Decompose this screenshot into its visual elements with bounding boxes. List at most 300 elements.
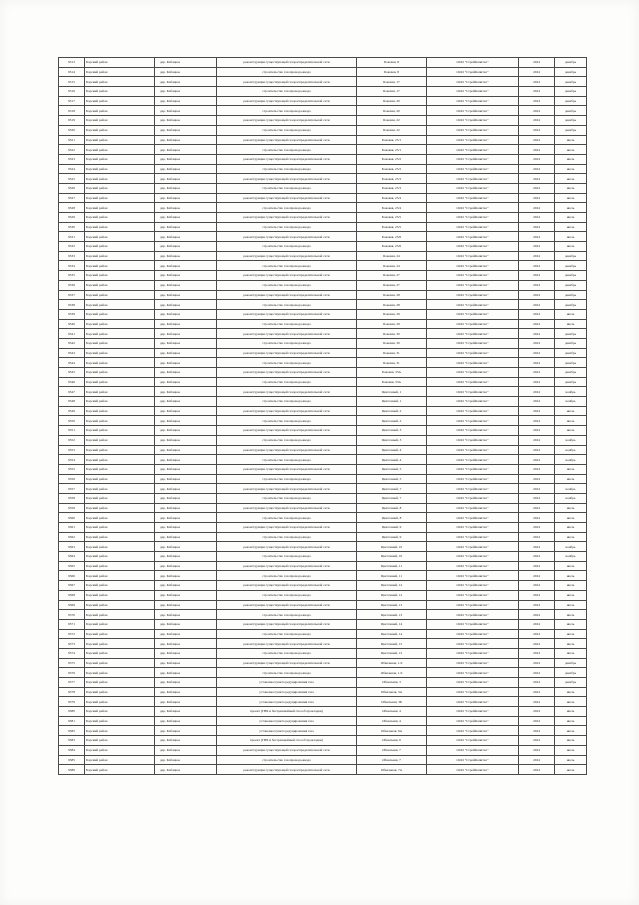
settlement-cell: дер. Кабацкое (155, 619, 217, 629)
contractor-cell: ООО "СтройКапитал" (427, 648, 519, 658)
district-cell: Борский район (85, 678, 155, 688)
address-cell: Боковая, 24 (357, 251, 427, 261)
settlement-cell: дер. Кабацкое (155, 435, 217, 445)
district-cell: Борский район (85, 242, 155, 252)
year-cell: 2024 (519, 397, 555, 407)
contractor-cell: ООО "СтройКапитал" (427, 145, 519, 155)
table-row (59, 552, 587, 562)
row-number-cell: 9575 (59, 658, 85, 668)
month-cell: июль (555, 532, 587, 542)
row-number-cell: 9524 (59, 164, 85, 174)
contractor-cell: ООО "СтройКапитал" (427, 629, 519, 639)
district-cell: Борский район (85, 290, 155, 300)
table-row (59, 707, 587, 717)
contractor-cell: ООО "СтройКапитал" (427, 387, 519, 397)
row-number-cell: 9532 (59, 242, 85, 252)
district-cell: Борский район (85, 726, 155, 736)
year-cell: 2024 (519, 106, 555, 116)
contractor-cell: ООО "СтройКапитал" (427, 542, 519, 552)
work-type-cell: реконструкция существующей газораспределительной сети (217, 329, 357, 339)
settlement-cell: дер. Кабацкое (155, 58, 217, 68)
month-cell: июль (555, 416, 587, 426)
table-row (59, 571, 587, 581)
row-number-cell: 9564 (59, 552, 85, 562)
month-cell: июль (555, 193, 587, 203)
contractor-cell: ООО "СтройКапитал" (427, 377, 519, 387)
table-row (59, 542, 587, 552)
address-cell: Обвальная, 3 (357, 678, 427, 688)
month-cell: июль (555, 232, 587, 242)
work-type-cell: реконструкция существующей газораспределительной сети (217, 406, 357, 416)
year-cell: 2024 (519, 348, 555, 358)
district-cell: Борский район (85, 232, 155, 242)
work-type-cell: реконструкция существующей газораспределительной сети (217, 639, 357, 649)
table-row (59, 629, 587, 639)
address-cell: Боковая, 22 (357, 116, 427, 126)
table-row (59, 222, 587, 232)
work-type-cell: строительство газопровода-ввода (217, 164, 357, 174)
settlement-cell: дер. Кабацкое (155, 154, 217, 164)
month-cell: июль (555, 687, 587, 697)
district-cell: Борский район (85, 309, 155, 319)
district-cell: Борский район (85, 484, 155, 494)
district-cell: Борский район (85, 358, 155, 368)
settlement-cell: дер. Кабацкое (155, 377, 217, 387)
row-number-cell: 9586 (59, 765, 85, 775)
settlement-cell: дер. Кабацкое (155, 406, 217, 416)
work-type-cell: установка пункта редуцирования газа (217, 716, 357, 726)
row-number-cell: 9531 (59, 232, 85, 242)
row-number-cell: 9582 (59, 726, 85, 736)
month-cell: июль (555, 513, 587, 523)
settlement-cell: дер. Кабацкое (155, 96, 217, 106)
address-cell: Цветочный, 12 (357, 590, 427, 600)
work-type-cell: реконструкция существующей газораспределительной сети (217, 213, 357, 223)
month-cell: ноябрь (555, 455, 587, 465)
district-cell: Борский район (85, 319, 155, 329)
year-cell: 2024 (519, 571, 555, 581)
table-row (59, 300, 587, 310)
contractor-cell: ООО "СтройКапитал" (427, 232, 519, 242)
row-number-cell: 9525 (59, 174, 85, 184)
district-cell: Борский район (85, 338, 155, 348)
month-cell: июль (555, 697, 587, 707)
contractor-cell: ООО "СтройКапитал" (427, 678, 519, 688)
district-cell: Борский район (85, 426, 155, 436)
table-row (59, 755, 587, 765)
work-type-cell: реконструкция существующей газораспределительной сети (217, 658, 357, 668)
contractor-cell: ООО "СтройКапитал" (427, 406, 519, 416)
settlement-cell: дер. Кабацкое (155, 203, 217, 213)
year-cell: 2024 (519, 271, 555, 281)
contractor-cell: ООО "СтройКапитал" (427, 348, 519, 358)
district-cell: Борский район (85, 116, 155, 126)
year-cell: 2024 (519, 532, 555, 542)
district-cell: Борский район (85, 435, 155, 445)
work-type-cell: строительство газопровода-ввода (217, 552, 357, 562)
settlement-cell: дер. Кабацкое (155, 464, 217, 474)
address-cell: Обвальная, 1-9 (357, 668, 427, 678)
settlement-cell: дер. Кабацкое (155, 503, 217, 513)
work-type-cell: реконструкция существующей газораспределительной сети (217, 765, 357, 775)
address-cell: Цветочный, 7 (357, 493, 427, 503)
row-number-cell: 9519 (59, 116, 85, 126)
row-number-cell: 9552 (59, 435, 85, 445)
month-cell: декабрь (555, 251, 587, 261)
month-cell: декабрь (555, 271, 587, 281)
district-cell: Борский район (85, 668, 155, 678)
address-cell: Обвальная, 7 (357, 745, 427, 755)
work-type-cell: строительство газопровода-ввода (217, 610, 357, 620)
district-cell: Борский район (85, 503, 155, 513)
district-cell: Борский район (85, 58, 155, 68)
year-cell: 2024 (519, 726, 555, 736)
contractor-cell: ООО "СтройКапитал" (427, 532, 519, 542)
settlement-cell: дер. Кабацкое (155, 445, 217, 455)
settlement-cell: дер. Кабацкое (155, 319, 217, 329)
settlement-cell: дер. Кабацкое (155, 145, 217, 155)
table-row (59, 338, 587, 348)
settlement-cell: дер. Кабацкое (155, 280, 217, 290)
year-cell: 2024 (519, 58, 555, 68)
year-cell: 2024 (519, 261, 555, 271)
year-cell: 2024 (519, 639, 555, 649)
table-row (59, 648, 587, 658)
district-cell: Борский район (85, 213, 155, 223)
year-cell: 2024 (519, 426, 555, 436)
row-number-cell: 9517 (59, 96, 85, 106)
table-row (59, 503, 587, 513)
table-row (59, 280, 587, 290)
work-type-cell: строительство газопровода-ввода (217, 513, 357, 523)
year-cell: 2024 (519, 280, 555, 290)
row-number-cell: 9565 (59, 561, 85, 571)
address-cell: Боковая, 23/3 (357, 183, 427, 193)
settlement-cell: дер. Кабацкое (155, 106, 217, 116)
row-number-cell: 9569 (59, 600, 85, 610)
settlement-cell: дер. Кабацкое (155, 745, 217, 755)
row-number-cell: 9548 (59, 397, 85, 407)
month-cell: июль (555, 755, 587, 765)
year-cell: 2024 (519, 755, 555, 765)
table-row (59, 474, 587, 484)
contractor-cell: ООО "СтройКапитал" (427, 445, 519, 455)
table-row (59, 154, 587, 164)
work-type-cell: строительство газопровода-ввода (217, 668, 357, 678)
district-cell: Борский район (85, 183, 155, 193)
month-cell: июль (555, 503, 587, 513)
work-type-cell: строительство газопровода-ввода (217, 377, 357, 387)
settlement-cell: дер. Кабацкое (155, 358, 217, 368)
work-type-cell: реконструкция существующей газораспределительной сети (217, 368, 357, 378)
address-cell: Цветочный, 9 (357, 532, 427, 542)
year-cell: 2024 (519, 67, 555, 77)
address-cell: Боковая, 23/1 (357, 145, 427, 155)
row-number-cell: 9516 (59, 87, 85, 97)
year-cell: 2024 (519, 416, 555, 426)
month-cell: июль (555, 745, 587, 755)
work-type-cell: реконструкция существующей газораспределительной сети (217, 542, 357, 552)
contractor-cell: ООО "СтройКапитал" (427, 106, 519, 116)
contractor-cell: ООО "СтройКапитал" (427, 222, 519, 232)
year-cell: 2024 (519, 542, 555, 552)
month-cell: июль (555, 716, 587, 726)
settlement-cell: дер. Кабацкое (155, 532, 217, 542)
row-number-cell: 9547 (59, 387, 85, 397)
district-cell: Борский район (85, 561, 155, 571)
year-cell: 2024 (519, 96, 555, 106)
table-row (59, 348, 587, 358)
table-row (59, 145, 587, 155)
month-cell: июль (555, 464, 587, 474)
year-cell: 2024 (519, 474, 555, 484)
district-cell: Борский район (85, 523, 155, 533)
district-cell: Борский район (85, 154, 155, 164)
row-number-cell: 9540 (59, 319, 85, 329)
contractor-cell: ООО "СтройКапитал" (427, 319, 519, 329)
table-row (59, 581, 587, 591)
year-cell: 2024 (519, 484, 555, 494)
district-cell: Борский район (85, 571, 155, 581)
settlement-cell: дер. Кабацкое (155, 426, 217, 436)
contractor-cell: ООО "СтройКапитал" (427, 765, 519, 775)
month-cell: июль (555, 309, 587, 319)
year-cell: 2024 (519, 87, 555, 97)
address-cell: Цветочный, 2 (357, 416, 427, 426)
work-type-cell: строительство газопровода-ввода (217, 203, 357, 213)
table-row (59, 213, 587, 223)
district-cell: Борский район (85, 581, 155, 591)
year-cell: 2024 (519, 610, 555, 620)
year-cell: 2024 (519, 552, 555, 562)
year-cell: 2024 (519, 736, 555, 746)
settlement-cell: дер. Кабацкое (155, 329, 217, 339)
settlement-cell: дер. Кабацкое (155, 561, 217, 571)
work-type-cell: реконструкция существующей газораспределительной сети (217, 561, 357, 571)
district-cell: Борский район (85, 377, 155, 387)
row-number-cell: 9522 (59, 145, 85, 155)
month-cell: декабрь (555, 377, 587, 387)
district-cell: Борский район (85, 600, 155, 610)
work-type-cell: реконструкция существующей газораспределительной сети (217, 135, 357, 145)
contractor-cell: ООО "СтройКапитал" (427, 600, 519, 610)
settlement-cell: дер. Кабацкое (155, 232, 217, 242)
month-cell: декабрь (555, 290, 587, 300)
work-type-cell: строительство газопровода-ввода (217, 106, 357, 116)
district-cell: Борский район (85, 67, 155, 77)
address-cell: Цветочный, 1 (357, 387, 427, 397)
contractor-cell: ООО "СтройКапитал" (427, 571, 519, 581)
year-cell: 2024 (519, 193, 555, 203)
address-cell: Боковая, 23/1 (357, 135, 427, 145)
table-row (59, 532, 587, 542)
month-cell: июль (555, 474, 587, 484)
work-type-cell: строительство газопровода-ввода (217, 338, 357, 348)
district-cell: Борский район (85, 203, 155, 213)
table-row (59, 600, 587, 610)
month-cell: июль (555, 619, 587, 629)
table-row (59, 368, 587, 378)
table-row (59, 387, 587, 397)
district-cell: Борский район (85, 174, 155, 184)
month-cell: июль (555, 183, 587, 193)
work-type-cell: строительство газопровода-ввода (217, 590, 357, 600)
district-cell: Борский район (85, 552, 155, 562)
work-type-cell: реконструкция существующей газораспределительной сети (217, 77, 357, 87)
year-cell: 2024 (519, 368, 555, 378)
table-body (59, 58, 587, 775)
month-cell: декабрь (555, 116, 587, 126)
work-type-cell: проект (ГНБ и безтраншейный способ прокладки) (217, 736, 357, 746)
work-type-cell: реконструкция существующей газораспределительной сети (217, 193, 357, 203)
contractor-cell: ООО "СтройКапитал" (427, 697, 519, 707)
settlement-cell: дер. Кабацкое (155, 222, 217, 232)
settlement-cell: дер. Кабацкое (155, 668, 217, 678)
row-number-cell: 9518 (59, 106, 85, 116)
address-cell: Боковая, 28 (357, 300, 427, 310)
district-cell: Борский район (85, 261, 155, 271)
settlement-cell: дер. Кабацкое (155, 116, 217, 126)
month-cell: июль (555, 707, 587, 717)
row-number-cell: 9528 (59, 203, 85, 213)
settlement-cell: дер. Кабацкое (155, 697, 217, 707)
year-cell: 2024 (519, 242, 555, 252)
year-cell: 2024 (519, 648, 555, 658)
address-cell: Обвальная, 6 (357, 736, 427, 746)
work-type-cell: строительство газопровода-ввода (217, 358, 357, 368)
contractor-cell: ООО "СтройКапитал" (427, 639, 519, 649)
month-cell: ноябрь (555, 493, 587, 503)
work-type-cell: реконструкция существующей газораспределительной сети (217, 426, 357, 436)
address-cell: Боковая, 20 (357, 106, 427, 116)
address-cell: Боковая, 23/2 (357, 154, 427, 164)
row-number-cell: 9561 (59, 523, 85, 533)
address-cell: Цветочный, 13 (357, 600, 427, 610)
address-cell: Обвальная, 6А (357, 726, 427, 736)
month-cell: декабрь (555, 338, 587, 348)
district-cell: Борский район (85, 464, 155, 474)
table-row (59, 736, 587, 746)
settlement-cell: дер. Кабацкое (155, 251, 217, 261)
address-cell: Цветочный, 4 (357, 455, 427, 465)
table-row (59, 590, 587, 600)
district-cell: Борский район (85, 87, 155, 97)
work-type-cell: реконструкция существующей газораспределительной сети (217, 309, 357, 319)
table-row (59, 164, 587, 174)
row-number-cell: 9549 (59, 406, 85, 416)
year-cell: 2024 (519, 174, 555, 184)
address-cell: Боковая, 20 (357, 96, 427, 106)
work-type-cell: строительство газопровода-ввода (217, 532, 357, 542)
month-cell: июль (555, 242, 587, 252)
district-cell: Борский район (85, 745, 155, 755)
year-cell: 2024 (519, 581, 555, 591)
district-cell: Борский район (85, 707, 155, 717)
address-cell: Цветочный, 5 (357, 464, 427, 474)
settlement-cell: дер. Кабацкое (155, 455, 217, 465)
contractor-cell: ООО "СтройКапитал" (427, 736, 519, 746)
address-cell: Боковая, 30 (357, 329, 427, 339)
address-cell: Боковая, 8 (357, 58, 427, 68)
contractor-cell: ООО "СтройКапитал" (427, 116, 519, 126)
contractor-cell: ООО "СтройКапитал" (427, 174, 519, 184)
settlement-cell: дер. Кабацкое (155, 213, 217, 223)
settlement-cell: дер. Кабацкое (155, 484, 217, 494)
table-row (59, 106, 587, 116)
district-cell: Борский район (85, 765, 155, 775)
settlement-cell: дер. Кабацкое (155, 290, 217, 300)
address-cell: Обвальная, 1-9 (357, 658, 427, 668)
address-cell: Боковая, 30 (357, 338, 427, 348)
month-cell: июль (555, 213, 587, 223)
year-cell: 2024 (519, 116, 555, 126)
settlement-cell: дер. Кабацкое (155, 648, 217, 658)
district-cell: Борский район (85, 716, 155, 726)
work-type-cell: реконструкция существующей газораспределительной сети (217, 387, 357, 397)
row-number-cell: 9546 (59, 377, 85, 387)
contractor-cell: ООО "СтройКапитал" (427, 193, 519, 203)
month-cell: декабрь (555, 678, 587, 688)
row-number-cell: 9544 (59, 358, 85, 368)
row-number-cell: 9536 (59, 280, 85, 290)
row-number-cell: 9572 (59, 629, 85, 639)
table-row (59, 639, 587, 649)
work-type-cell: реконструкция существующей газораспределительной сети (217, 348, 357, 358)
work-type-cell: реконструкция существующей газораспределительной сети (217, 445, 357, 455)
year-cell: 2024 (519, 183, 555, 193)
address-cell: Боковая, 29 (357, 309, 427, 319)
row-number-cell: 9580 (59, 707, 85, 717)
address-cell: Цветочный, 15 (357, 648, 427, 658)
district-cell: Борский район (85, 687, 155, 697)
district-cell: Борский район (85, 610, 155, 620)
table-row (59, 319, 587, 329)
year-cell: 2024 (519, 745, 555, 755)
settlement-cell: дер. Кабацкое (155, 571, 217, 581)
year-cell: 2024 (519, 668, 555, 678)
month-cell: июль (555, 610, 587, 620)
settlement-cell: дер. Кабацкое (155, 765, 217, 775)
work-type-cell: установка пункта редуцирования газа (217, 678, 357, 688)
row-number-cell: 9545 (59, 368, 85, 378)
row-number-cell: 9570 (59, 610, 85, 620)
address-cell: Обвальная, 3Б (357, 697, 427, 707)
district-cell: Борский район (85, 77, 155, 87)
address-cell: Цветочный, 2 (357, 406, 427, 416)
contractor-cell: ООО "СтройКапитал" (427, 164, 519, 174)
settlement-cell: дер. Кабацкое (155, 542, 217, 552)
table-row (59, 658, 587, 668)
year-cell: 2024 (519, 377, 555, 387)
table-row (59, 678, 587, 688)
address-cell: Цветочный, 14 (357, 629, 427, 639)
work-type-cell: строительство газопровода-ввода (217, 242, 357, 252)
contractor-cell: ООО "СтройКапитал" (427, 135, 519, 145)
district-cell: Борский район (85, 387, 155, 397)
year-cell: 2024 (519, 203, 555, 213)
settlement-cell: дер. Кабацкое (155, 300, 217, 310)
year-cell: 2024 (519, 77, 555, 87)
district-cell: Борский район (85, 513, 155, 523)
settlement-cell: дер. Кабацкое (155, 309, 217, 319)
year-cell: 2024 (519, 464, 555, 474)
work-type-cell: реконструкция существующей газораспределительной сети (217, 116, 357, 126)
address-cell: Цветочный, 7 (357, 484, 427, 494)
work-type-cell: реконструкция существующей газораспределительной сети (217, 174, 357, 184)
row-number-cell: 9584 (59, 745, 85, 755)
contractor-cell: ООО "СтройКапитал" (427, 474, 519, 484)
row-number-cell: 9573 (59, 639, 85, 649)
